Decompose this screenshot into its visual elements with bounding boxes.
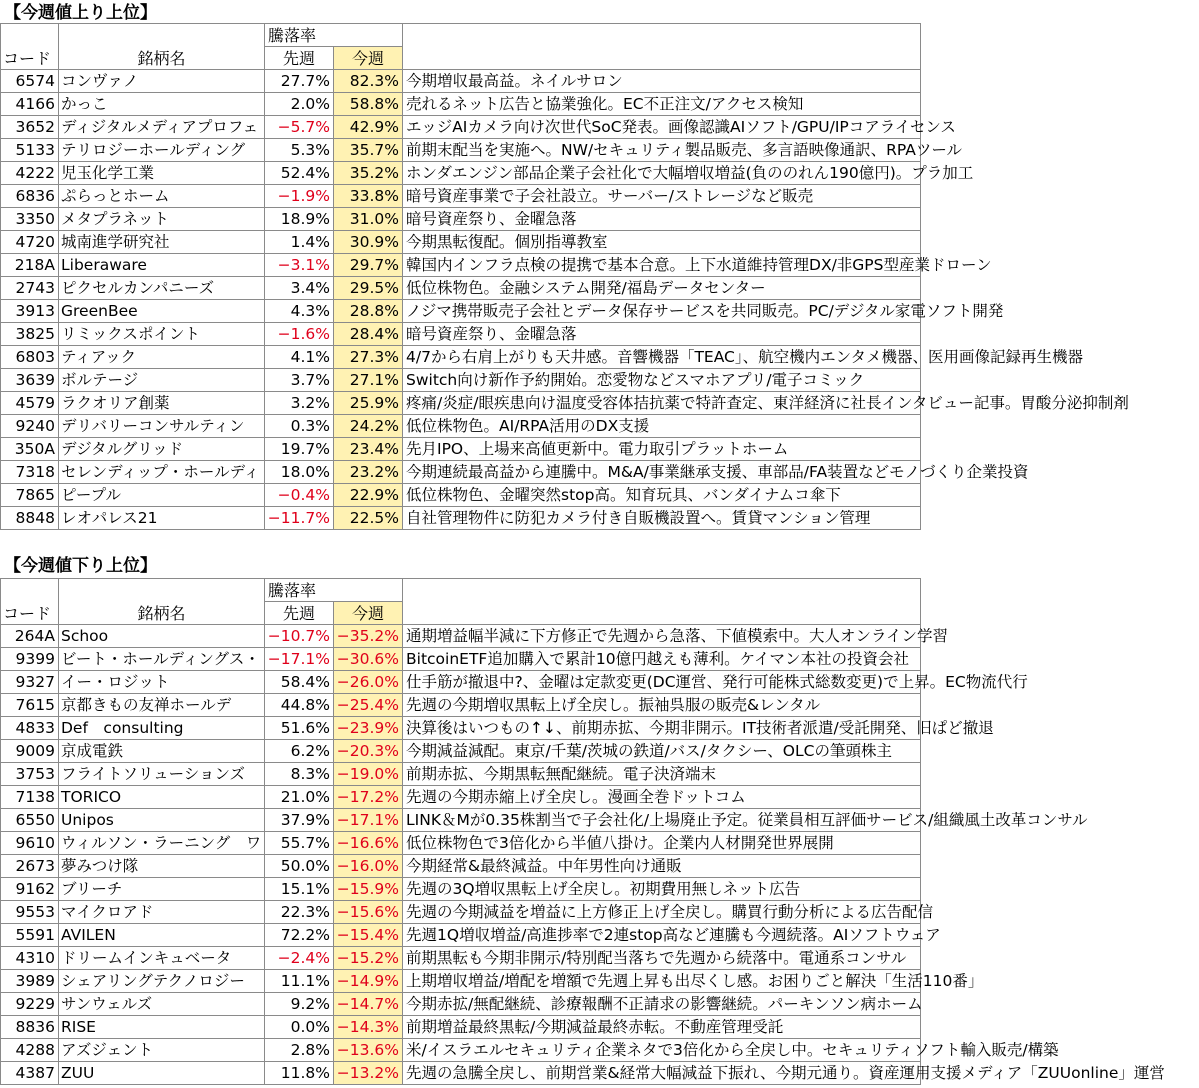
header-code: コード (1, 47, 59, 70)
this-week-change: −15.6% (334, 901, 403, 924)
table-row (1, 254, 921, 277)
stock-code: 4222 (1, 162, 59, 185)
stock-note: エッジAIカメラ向け次世代SoC発表。画像認識AIソフト/GPU/IPコアライセンス (403, 116, 921, 139)
table-row (1, 323, 921, 346)
stock-note: 暗号資産事業で子会社設立。サーバー/ストレージなど販売 (403, 185, 921, 208)
prev-week-change: 52.4% (265, 162, 334, 185)
stock-note: 先週の3Q増収黒転上げ全戻し。初期費用無しネット広告 (403, 878, 921, 901)
stock-code: 3753 (1, 763, 59, 786)
prev-week-change: 1.4% (265, 231, 334, 254)
prev-week-change: 2.8% (265, 1039, 334, 1062)
table-row (1, 70, 921, 93)
stock-code: 3989 (1, 970, 59, 993)
stock-name: Def consulting (59, 717, 265, 740)
prev-week-change: 19.7% (265, 438, 334, 461)
stock-note: 暗号資産祭り、金曜急落 (403, 208, 921, 231)
table-row (1, 671, 921, 694)
stock-note: 自社管理物件に防犯カメラ付き自販機設置へ。賃貸マンション管理 (403, 507, 921, 530)
stock-name: ビート・ホールディングス・ (59, 648, 265, 671)
this-week-change: −20.3% (334, 740, 403, 763)
this-week-change: −26.0% (334, 671, 403, 694)
prev-week-change: 22.3% (265, 901, 334, 924)
table-row (1, 717, 921, 740)
prev-week-change: 5.3% (265, 139, 334, 162)
table-row (1, 507, 921, 530)
this-week-change: −16.6% (334, 832, 403, 855)
losers-table (0, 578, 1165, 1085)
stock-code: 5133 (1, 139, 59, 162)
stock-name: ティアック (59, 346, 265, 369)
table-row (1, 832, 921, 855)
prev-week-change: 55.7% (265, 832, 334, 855)
stock-note: 決算後はいつもの↑↓、前期赤拡、今期非開示。IT技術者派遣/受託開発、旧ぱど撤退 (403, 717, 921, 740)
stock-name: フライトソリューションズ (59, 763, 265, 786)
this-week-change: −15.9% (334, 878, 403, 901)
stock-note: 今期増収最高益。ネイルサロン (403, 70, 921, 93)
gainers-table (0, 23, 1129, 530)
stock-note: 低位株物色。金融システム開発/福島データセンター (403, 277, 921, 300)
stock-name: Unipos (59, 809, 265, 832)
prev-week-change: 0.0% (265, 1016, 334, 1039)
stock-note: 暗号資産祭り、金曜急落 (403, 323, 921, 346)
prev-week-change: 3.4% (265, 277, 334, 300)
table-row (1, 786, 921, 809)
stock-name: 城南進学研究社 (59, 231, 265, 254)
stock-name: ZUU (59, 1062, 265, 1085)
table-row (1, 415, 921, 438)
stock-note: Switch向け新作予約開始。恋愛物などスマホアプリ/電子コミック (403, 369, 921, 392)
table-row (1, 231, 921, 254)
stock-code: 4720 (1, 231, 59, 254)
stock-note: 通期増益幅半減に下方修正で先週から急落、下値模索中。大人オンライン学習 (403, 625, 921, 648)
stock-name: 児玉化学工業 (59, 162, 265, 185)
prev-week-change: 15.1% (265, 878, 334, 901)
stock-note: 今期黒転復配。個別指導教室 (403, 231, 921, 254)
this-week-change: 30.9% (334, 231, 403, 254)
stock-name: レオパレス21 (59, 507, 265, 530)
table-row (1, 369, 921, 392)
header-blank (403, 579, 921, 602)
header-blank (1, 24, 59, 47)
stock-name: マイクロアド (59, 901, 265, 924)
stock-code: 9553 (1, 901, 59, 924)
prev-week-change: 6.2% (265, 740, 334, 763)
this-week-change: −13.2% (334, 1062, 403, 1085)
table-row (1, 740, 921, 763)
table-row (1, 116, 921, 139)
stock-note: 低位株物色。AI/RPA活用のDX支援 (403, 415, 921, 438)
this-week-change: 22.9% (334, 484, 403, 507)
stock-name: ピープル (59, 484, 265, 507)
header-prev-week: 先週 (265, 47, 334, 70)
table-row (1, 484, 921, 507)
stock-note: 仕手筋が撤退中?、金曜は定款変更(DC運営、発行可能株式総数変更)で上昇。EC物流代行 (403, 671, 921, 694)
header-this-week: 今週 (334, 47, 403, 70)
header-change-rate: 騰落率 (265, 579, 403, 602)
stock-name: デジタルグリッド (59, 438, 265, 461)
stock-name: AVILEN (59, 924, 265, 947)
stock-name: GreenBee (59, 300, 265, 323)
stock-name: 夢みつけ隊 (59, 855, 265, 878)
this-week-change: −30.6% (334, 648, 403, 671)
stock-note: 低位株物色で3倍化から半値八掛け。企業内人材開発世界展開 (403, 832, 921, 855)
this-week-change: 29.5% (334, 277, 403, 300)
prev-week-change: 27.7% (265, 70, 334, 93)
stock-code: 3639 (1, 369, 59, 392)
prev-week-change: 50.0% (265, 855, 334, 878)
table-row (1, 694, 921, 717)
stock-name: 京成電鉄 (59, 740, 265, 763)
this-week-change: 35.2% (334, 162, 403, 185)
stock-note: 今期減益減配。東京/千葉/茨城の鉄道/バス/タクシー、OLCの筆頭株主 (403, 740, 921, 763)
prev-week-change: 0.3% (265, 415, 334, 438)
this-week-change: −16.0% (334, 855, 403, 878)
table-row (1, 1039, 921, 1062)
up-section-title: 【今週値上り上位】 (4, 3, 157, 23)
header-prev-week: 先週 (265, 602, 334, 625)
stock-note: 前期末配当を実施へ。NW/セキュリティ製品販売、多言語映像通訳、RPAツール (403, 139, 921, 162)
stock-name: リミックスポイント (59, 323, 265, 346)
this-week-change: 42.9% (334, 116, 403, 139)
this-week-change: 31.0% (334, 208, 403, 231)
stock-note: BitcoinETF追加購入で累計10億円越えも薄利。ケイマン本社の投資会社 (403, 648, 921, 671)
stock-note: ホンダエンジン部品企業子会社化で大幅増収増益(負ののれん190億円)。プラ加工 (403, 162, 921, 185)
header-code: コード (1, 602, 59, 625)
stock-name: 京都きもの友禅ホールデ (59, 694, 265, 717)
stock-code: 6550 (1, 809, 59, 832)
stock-name: シェアリングテクノロジー (59, 970, 265, 993)
stock-note: 今期赤拡/無配継続、診療報酬不正請求の影響継続。パーキンソン病ホーム (403, 993, 921, 1016)
header-blank (403, 47, 921, 70)
stock-code: 6836 (1, 185, 59, 208)
stock-name: イー・ロジット (59, 671, 265, 694)
stock-note: 米/イスラエルセキュリティ企業ネタで3倍化から全戻し中。セキュリティソフト輸入販売/構築 (403, 1039, 921, 1062)
table-row (1, 855, 921, 878)
table-row (1, 93, 921, 116)
this-week-change: 27.1% (334, 369, 403, 392)
this-week-change: −13.6% (334, 1039, 403, 1062)
prev-week-change: 3.7% (265, 369, 334, 392)
stock-name: サンウェルズ (59, 993, 265, 1016)
this-week-change: 24.2% (334, 415, 403, 438)
table-row (1, 901, 921, 924)
this-week-change: −19.0% (334, 763, 403, 786)
this-week-change: 58.8% (334, 93, 403, 116)
stock-code: 218A (1, 254, 59, 277)
prev-week-change: −5.7% (265, 116, 334, 139)
stock-code: 4833 (1, 717, 59, 740)
stock-code: 9327 (1, 671, 59, 694)
table-row (1, 878, 921, 901)
stock-code: 7318 (1, 461, 59, 484)
stock-note: 4/7から右肩上がりも天井感。音響機器「TEAC」、航空機内エンタメ機器、医用画像記録再生機器 (403, 346, 921, 369)
prev-week-change: 72.2% (265, 924, 334, 947)
stock-code: 7615 (1, 694, 59, 717)
prev-week-change: 37.9% (265, 809, 334, 832)
this-week-change: −14.9% (334, 970, 403, 993)
stock-note: 先週の今期増収黒転上げ全戻し。振袖呉服の販売&レンタル (403, 694, 921, 717)
stock-code: 4387 (1, 1062, 59, 1085)
stock-name: ぷらっとホーム (59, 185, 265, 208)
prev-week-change: 11.1% (265, 970, 334, 993)
stock-name: コンヴァノ (59, 70, 265, 93)
table-row (1, 1016, 921, 1039)
prev-week-change: 9.2% (265, 993, 334, 1016)
header-change-rate: 騰落率 (265, 24, 403, 47)
table-row (1, 392, 921, 415)
stock-name: テリロジーホールディング (59, 139, 265, 162)
stock-name: Schoo (59, 625, 265, 648)
prev-week-change: 11.8% (265, 1062, 334, 1085)
header-blank (1, 579, 59, 602)
table-row (1, 277, 921, 300)
table-row (1, 208, 921, 231)
prev-week-change: −1.9% (265, 185, 334, 208)
stock-code: 4166 (1, 93, 59, 116)
this-week-change: −17.1% (334, 809, 403, 832)
header-blank (59, 579, 265, 602)
stock-note: 先週の今期減益を増益に上方修正上げ全戻し。購買行動分析による広告配信 (403, 901, 921, 924)
table-row (1, 1062, 921, 1085)
prev-week-change: −2.4% (265, 947, 334, 970)
stock-note: 低位株物色、金曜突然stop高。知育玩具、バンダイナムコ傘下 (403, 484, 921, 507)
stock-code: 7865 (1, 484, 59, 507)
table-row (1, 648, 921, 671)
stock-name: かっこ (59, 93, 265, 116)
prev-week-change: 21.0% (265, 786, 334, 809)
header-name: 銘柄名 (59, 47, 265, 70)
stock-name: ブリーチ (59, 878, 265, 901)
prev-week-change: 8.3% (265, 763, 334, 786)
stock-name: セレンディップ・ホールディ (59, 461, 265, 484)
stock-name: ピクセルカンパニーズ (59, 277, 265, 300)
prev-week-change: 51.6% (265, 717, 334, 740)
stock-note: 今期連続最高益から連騰中。M&A/事業継承支援、車部品/FA装置などモノづくり企業投資 (403, 461, 921, 484)
stock-code: 7138 (1, 786, 59, 809)
stock-code: 3350 (1, 208, 59, 231)
stock-name: ディジタルメディアプロフェ (59, 116, 265, 139)
stock-code: 9240 (1, 415, 59, 438)
this-week-change: −15.4% (334, 924, 403, 947)
prev-week-change: −17.1% (265, 648, 334, 671)
stock-code: 9162 (1, 878, 59, 901)
table-row (1, 300, 921, 323)
this-week-change: 28.4% (334, 323, 403, 346)
down-section-title: 【今週値下り上位】 (4, 556, 157, 576)
stock-code: 8848 (1, 507, 59, 530)
prev-week-change: −1.6% (265, 323, 334, 346)
stock-note: 前期増益最終黒転/今期減益最終赤転。不動産管理受託 (403, 1016, 921, 1039)
this-week-change: −15.2% (334, 947, 403, 970)
this-week-change: −23.9% (334, 717, 403, 740)
stock-code: 264A (1, 625, 59, 648)
table-row (1, 970, 921, 993)
prev-week-change: −10.7% (265, 625, 334, 648)
table-row (1, 346, 921, 369)
header-name: 銘柄名 (59, 602, 265, 625)
stock-note: 先月IPO、上場来高値更新中。電力取引プラットホーム (403, 438, 921, 461)
table-row (1, 162, 921, 185)
stock-code: 3652 (1, 116, 59, 139)
prev-week-change: 4.1% (265, 346, 334, 369)
table-row (1, 809, 921, 832)
stock-code: 4579 (1, 392, 59, 415)
this-week-change: 22.5% (334, 507, 403, 530)
header-blank (59, 24, 265, 47)
table-row (1, 625, 921, 648)
stock-name: ラクオリア創薬 (59, 392, 265, 415)
stock-note: 売れるネット広告と協業強化。EC不正注文/アクセス検知 (403, 93, 921, 116)
table-row (1, 993, 921, 1016)
stock-name: アズジェント (59, 1039, 265, 1062)
stock-code: 3913 (1, 300, 59, 323)
stock-note: 韓国内インフラ点検の提携で基本合意。上下水道維持管理DX/非GPS型産業ドローン (403, 254, 921, 277)
stock-code: 2673 (1, 855, 59, 878)
stock-code: 2743 (1, 277, 59, 300)
header-this-week: 今週 (334, 602, 403, 625)
stock-code: 350A (1, 438, 59, 461)
table-row (1, 438, 921, 461)
stock-code: 5591 (1, 924, 59, 947)
stock-name: TORICO (59, 786, 265, 809)
stock-name: メタプラネット (59, 208, 265, 231)
table-row (1, 139, 921, 162)
this-week-change: 82.3% (334, 70, 403, 93)
table-row (1, 461, 921, 484)
stock-note: 先週の急騰全戻し、前期営業&経常大幅減益下振れ、今期元通り。資産運用支援メディア「ZUUonline」運営 (403, 1062, 921, 1085)
stock-code: 3825 (1, 323, 59, 346)
this-week-change: 27.3% (334, 346, 403, 369)
prev-week-change: 4.3% (265, 300, 334, 323)
this-week-change: 33.8% (334, 185, 403, 208)
header-blank (403, 602, 921, 625)
stock-note: ノジマ携帯販売子会社とデータ保存サービスを共同販売。PC/デジタル家電ソフト開発 (403, 300, 921, 323)
stock-code: 4310 (1, 947, 59, 970)
prev-week-change: 2.0% (265, 93, 334, 116)
stock-code: 9009 (1, 740, 59, 763)
stock-note: 今期経常&最終減益。中年男性向け通販 (403, 855, 921, 878)
table-row (1, 185, 921, 208)
this-week-change: 23.2% (334, 461, 403, 484)
stock-code: 8836 (1, 1016, 59, 1039)
prev-week-change: −0.4% (265, 484, 334, 507)
stock-code: 6803 (1, 346, 59, 369)
stock-code: 4288 (1, 1039, 59, 1062)
stock-name: ドリームインキュベータ (59, 947, 265, 970)
stock-note: LINK＆Mが0.35株割当で子会社化/上場廃止予定。従業員相互評価サービス/組織風土改革コンサル (403, 809, 921, 832)
prev-week-change: 44.8% (265, 694, 334, 717)
this-week-change: 23.4% (334, 438, 403, 461)
stock-name: ボルテージ (59, 369, 265, 392)
stock-note: 上期増収増益/増配を増額で先週上昇も出尽くし感。お困りごと解決「生活110番」 (403, 970, 921, 993)
stock-name: RISE (59, 1016, 265, 1039)
stock-note: 前期黒転も今期非開示/特別配当落ちで先週から続落中。電通系コンサル (403, 947, 921, 970)
this-week-change: −14.7% (334, 993, 403, 1016)
this-week-change: −17.2% (334, 786, 403, 809)
this-week-change: −35.2% (334, 625, 403, 648)
this-week-change: 28.8% (334, 300, 403, 323)
prev-week-change: −3.1% (265, 254, 334, 277)
prev-week-change: 3.2% (265, 392, 334, 415)
this-week-change: −14.3% (334, 1016, 403, 1039)
table-row (1, 947, 921, 970)
table-row (1, 763, 921, 786)
stock-note: 先週1Q増収増益/高進捗率で2連stop高など連騰も今週続落。AIソフトウェア (403, 924, 921, 947)
stock-code: 6574 (1, 70, 59, 93)
stock-code: 9229 (1, 993, 59, 1016)
this-week-change: 25.9% (334, 392, 403, 415)
prev-week-change: 18.9% (265, 208, 334, 231)
prev-week-change: 18.0% (265, 461, 334, 484)
stock-code: 9399 (1, 648, 59, 671)
stock-note: 前期赤拡、今期黒転無配継続。電子決済端末 (403, 763, 921, 786)
this-week-change: 35.7% (334, 139, 403, 162)
stock-note: 先週の今期赤縮上げ全戻し。漫画全巻ドットコム (403, 786, 921, 809)
prev-week-change: −11.7% (265, 507, 334, 530)
stock-name: デリバリーコンサルティン (59, 415, 265, 438)
stock-name: Liberaware (59, 254, 265, 277)
this-week-change: 29.7% (334, 254, 403, 277)
table-row (1, 924, 921, 947)
header-blank (403, 24, 921, 47)
prev-week-change: 58.4% (265, 671, 334, 694)
stock-name: ウィルソン・ラーニング ワ (59, 832, 265, 855)
stock-code: 9610 (1, 832, 59, 855)
stock-note: 疼痛/炎症/眼疾患向け温度受容体拮抗薬で特許査定、東洋経済に社長インタビュー記事。胃酸分泌抑制剤 (403, 392, 921, 415)
this-week-change: −25.4% (334, 694, 403, 717)
